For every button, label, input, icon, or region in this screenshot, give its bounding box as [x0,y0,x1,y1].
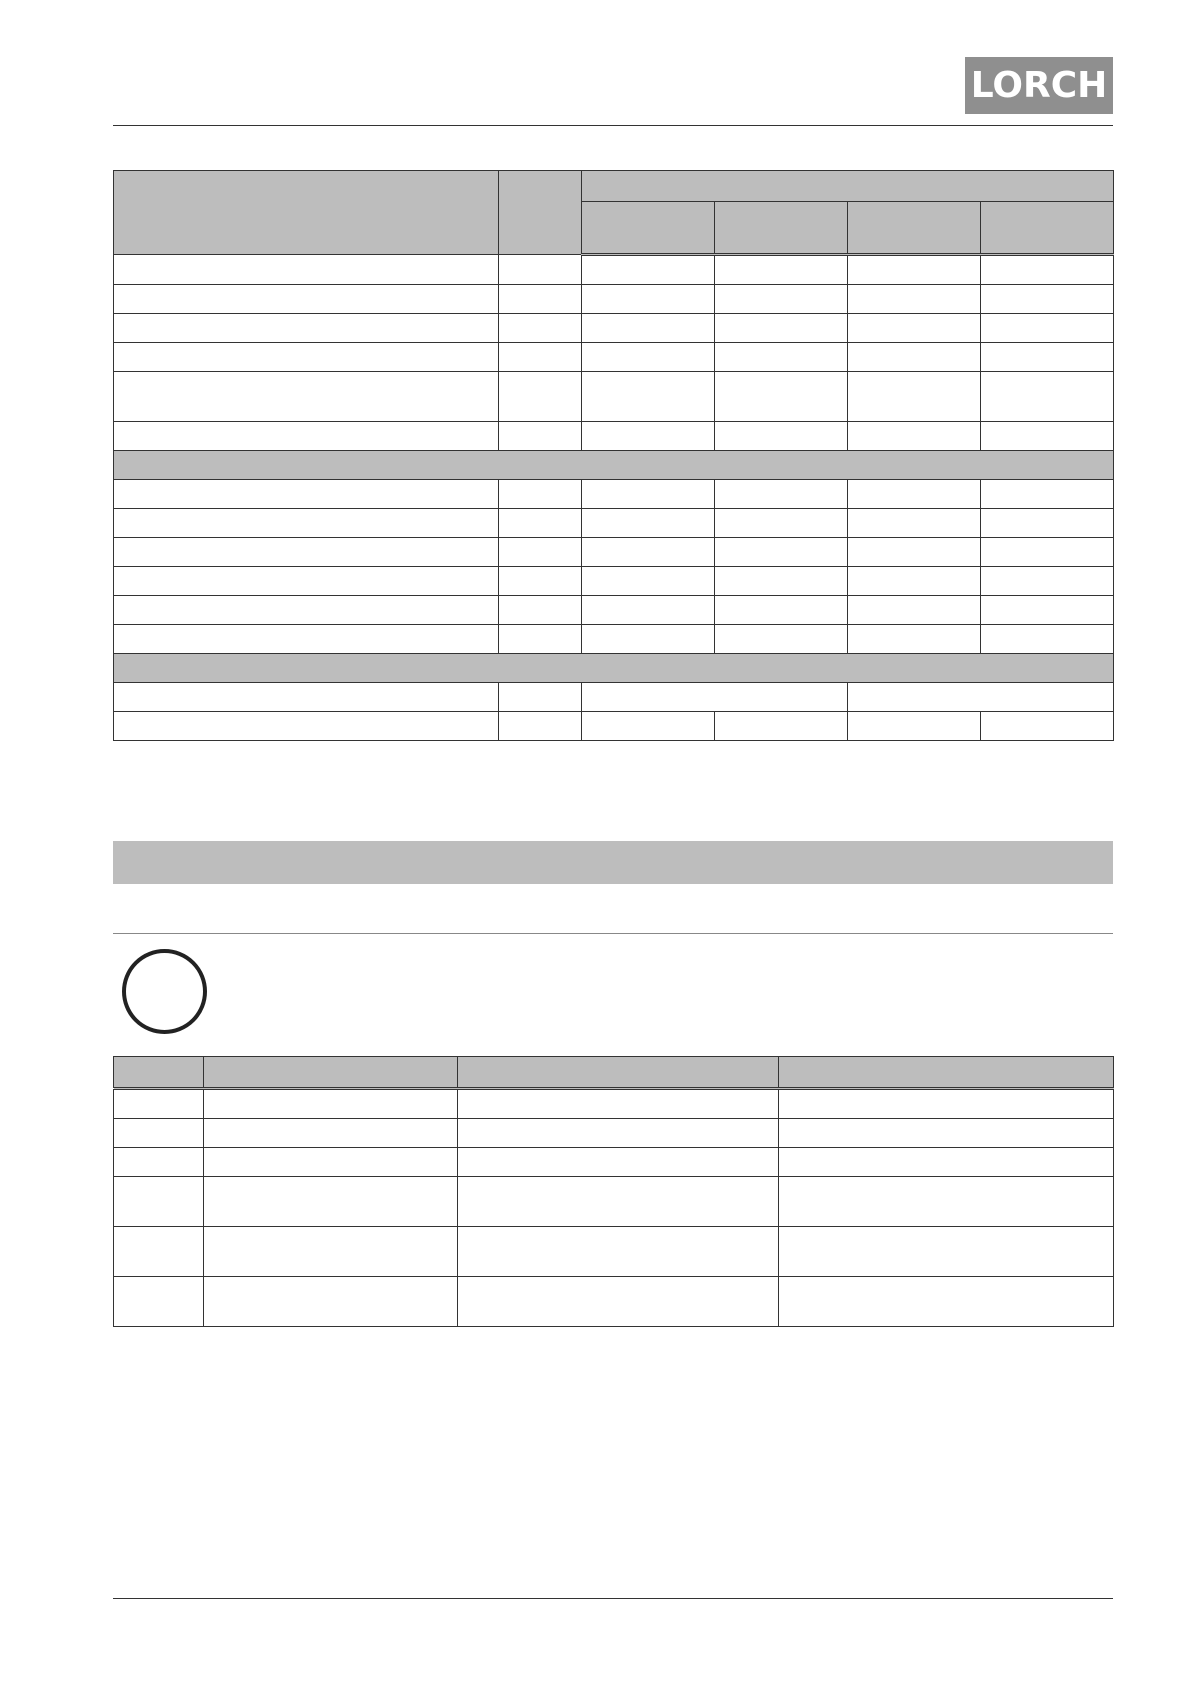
table-row [114,1177,1114,1227]
table-cell [582,625,715,654]
table-cell [499,538,582,567]
table-cell [114,625,499,654]
table-cell [981,343,1114,372]
table-cell [715,538,848,567]
table-cell [114,422,499,451]
table-cell [499,285,582,314]
table-cell [981,509,1114,538]
table-cell [715,480,848,509]
table-cell [981,422,1114,451]
table-cell [458,1119,779,1148]
table-cell [114,314,499,343]
table-cell [848,538,981,567]
info-circle-icon [122,949,207,1034]
table-cell [114,255,499,285]
table-cell [715,567,848,596]
table-cell [582,314,715,343]
table-row [114,1277,1114,1327]
table-cell [981,538,1114,567]
table-cell [981,625,1114,654]
table-cell [779,1227,1114,1277]
table-cell [204,1277,458,1327]
table-cell [499,567,582,596]
table-cell [114,596,499,625]
model-group-header-cell [582,171,1114,202]
table-cell [458,1148,779,1177]
table-cell [204,1227,458,1277]
section-rule [113,933,1113,934]
table-cell [114,480,499,509]
table-cell [848,567,981,596]
table-cell [114,567,499,596]
table-cell [981,596,1114,625]
table-cell [114,1277,204,1327]
table-cell [458,1177,779,1227]
table-cell [582,255,715,285]
table-cell [848,509,981,538]
table-cell [499,343,582,372]
table-cell [114,509,499,538]
table-section-row [114,451,1114,480]
table-row [114,255,1114,285]
table-cell [114,1177,204,1227]
table-row [114,596,1114,625]
header-rule [113,125,1113,126]
table-cell [981,480,1114,509]
table-cell [458,1227,779,1277]
table-cell [582,480,715,509]
table-cell [499,314,582,343]
table-cell [114,712,499,741]
table-cell [114,1148,204,1177]
table-cell [848,372,981,422]
table-header-row [114,1057,1114,1089]
table-row [114,422,1114,451]
table-cell [848,625,981,654]
section-cell [114,451,1114,480]
table-cell [582,567,715,596]
table-cell [715,596,848,625]
table-cell [499,422,582,451]
table-row [114,567,1114,596]
detail-table [113,1056,1114,1327]
table-header-cell [204,1057,458,1089]
table-cell [981,285,1114,314]
table-cell [981,314,1114,343]
table-cell [458,1089,779,1119]
table-row [114,372,1114,422]
table-row [114,625,1114,654]
table-cell [715,372,848,422]
table-cell [582,509,715,538]
table-row [114,509,1114,538]
table-cell [114,1089,204,1119]
table-cell [114,683,499,712]
table-cell [499,625,582,654]
table-cell [499,255,582,285]
table-row [114,285,1114,314]
table-cell [582,285,715,314]
technical-data-table [113,170,1114,741]
model-header-cell [715,202,848,255]
table-row [114,314,1114,343]
table-row [114,538,1114,567]
table-cell [981,255,1114,285]
table-cell [848,314,981,343]
table-cell [114,285,499,314]
table-cell [499,372,582,422]
table-cell [582,538,715,567]
table-cell [779,1148,1114,1177]
table-cell [582,712,715,741]
lorch-logo: LORCH [965,57,1113,114]
table-cell [848,596,981,625]
table-cell [715,422,848,451]
table-cell [499,596,582,625]
table-row [114,480,1114,509]
table-cell [715,314,848,343]
table-cell [848,343,981,372]
table-row [114,1148,1114,1177]
table-cell [114,343,499,372]
table-cell [848,255,981,285]
table-cell [715,285,848,314]
table-header-cell [114,1057,204,1089]
model-header-cell [582,202,715,255]
table-section-row [114,654,1114,683]
table-cell [204,1177,458,1227]
table-cell [715,509,848,538]
table-cell [779,1089,1114,1119]
table-row [114,1119,1114,1148]
table-cell [582,372,715,422]
table-cell [458,1277,779,1327]
table-cell [582,596,715,625]
table-row [114,1089,1114,1119]
table-header-cell [779,1057,1114,1089]
table-cell [204,1089,458,1119]
table-cell [114,538,499,567]
table-cell [114,1119,204,1148]
table-cell [204,1119,458,1148]
table-cell [715,255,848,285]
footer-rule [113,1598,1113,1599]
model-header-cell [848,202,981,255]
table-cell [981,567,1114,596]
unit-header-cell [499,171,582,255]
table-cell [848,480,981,509]
parameter-header-cell [114,171,499,255]
table-cell [779,1177,1114,1227]
table-cell [981,712,1114,741]
table-cell [848,422,981,451]
table-cell [499,509,582,538]
table-row [114,683,1114,712]
table-row [114,343,1114,372]
table-cell [981,372,1114,422]
table-header-cell [458,1057,779,1089]
table-cell [779,1277,1114,1327]
table-cell [582,683,848,712]
table-cell [114,372,499,422]
table-cell [204,1148,458,1177]
table-cell [499,683,582,712]
table-row [114,1227,1114,1277]
table-cell [499,480,582,509]
table-cell [582,343,715,372]
model-header-cell [981,202,1114,255]
table-header-row [114,171,1114,202]
table-cell [848,712,981,741]
table-cell [779,1119,1114,1148]
table-cell [582,422,715,451]
table-cell [848,683,1114,712]
table-cell [715,712,848,741]
table-cell [848,285,981,314]
section-heading-bar [113,841,1113,884]
section-cell [114,654,1114,683]
table-cell [114,1227,204,1277]
table-cell [715,625,848,654]
table-cell [715,343,848,372]
table-cell [499,712,582,741]
table-row [114,712,1114,741]
